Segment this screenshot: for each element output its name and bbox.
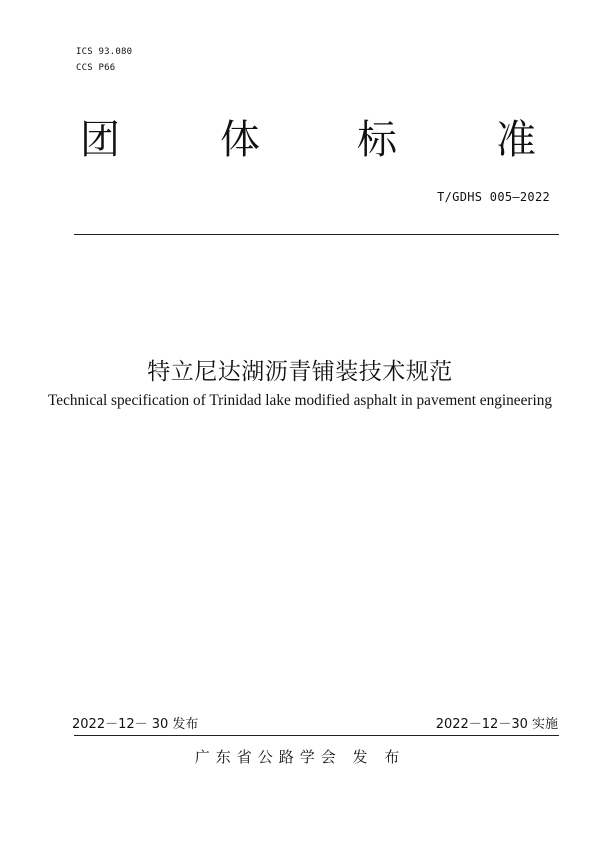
ics-code: ICS 93.080 (76, 47, 133, 57)
top-divider (74, 234, 559, 235)
standard-type-heading (0, 112, 600, 172)
heading-char: 准 (496, 117, 536, 163)
heading-char: 标 (357, 117, 397, 163)
bottom-divider (74, 735, 559, 736)
implementation-date: 2022－12－30 实施 (435, 717, 558, 732)
standard-number: T/GDHS 005—2022 (437, 190, 550, 204)
ccs-code: CCS P66 (76, 63, 116, 73)
heading-char: 体 (220, 117, 260, 163)
publish-date: 2022－12－ 30 发布 (72, 717, 199, 732)
document-title-chinese: 特立尼达湖沥青铺装技术规范 (147, 359, 453, 385)
heading-char: 团 (80, 117, 120, 163)
document-title-english: Technical specification of Trinidad lake modified asphalt in pavement engineering (48, 392, 552, 409)
classification-codes (76, 44, 132, 76)
issuing-organization: 广东省公路学会 发 布 (194, 748, 406, 766)
